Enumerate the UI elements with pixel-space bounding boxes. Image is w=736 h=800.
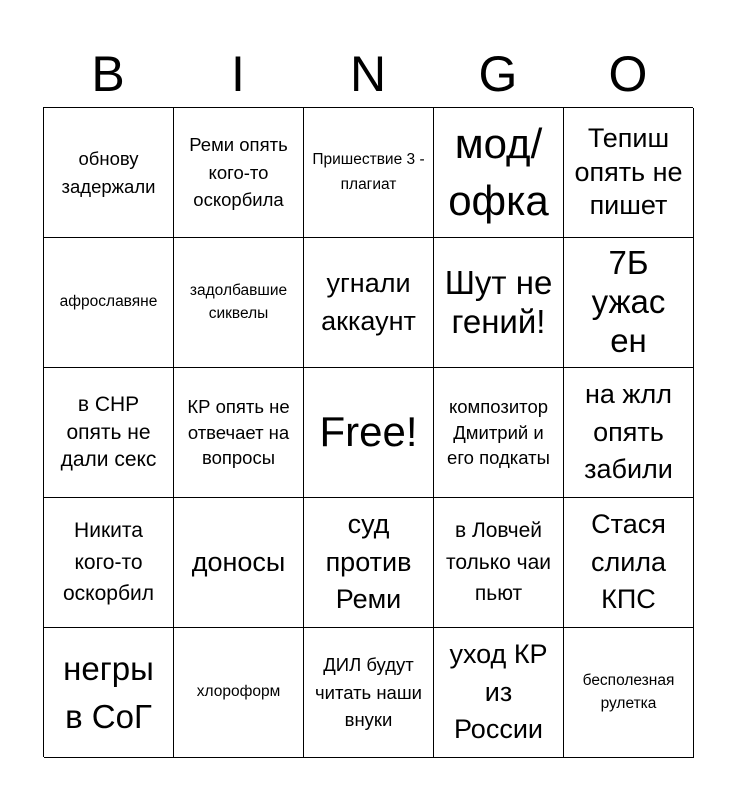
bingo-cell[interactable] <box>304 238 434 368</box>
bingo-cell[interactable] <box>44 368 174 498</box>
cell-text: 7Б ужасен <box>591 244 666 359</box>
cell-text: Шут не гений! <box>444 263 553 340</box>
cell-text: Реми опять кого-то оскорбила <box>189 133 288 211</box>
bingo-cell[interactable] <box>174 108 304 238</box>
cell-text: ДИЛ будут читать наши внуки <box>314 653 423 731</box>
cell-text: афрославяне <box>59 293 158 311</box>
cell-text: обнову задержали <box>61 147 156 197</box>
bingo-cell[interactable] <box>434 628 564 758</box>
cell-text: Пришествие 3 - плагиат <box>312 151 425 193</box>
cell-text: угнали аккаунт <box>321 267 416 336</box>
cell-text: Free! <box>319 408 418 456</box>
bingo-cell[interactable] <box>564 238 694 368</box>
cell-text: Тепиш опять не пишет <box>574 122 683 221</box>
cell-text: доносы <box>191 546 286 577</box>
cell-text: КР опять не отвечает на вопросы <box>187 395 290 469</box>
bingo-cell[interactable] <box>174 368 304 498</box>
cell-text: на жлл опять забили <box>584 378 673 485</box>
bingo-cell[interactable] <box>564 108 694 238</box>
cell-text: уход КР из России <box>449 638 548 745</box>
bingo-header <box>43 40 693 108</box>
cell-text: композитор Дмитрий и его подкаты <box>447 395 550 469</box>
bingo-cell[interactable] <box>304 368 434 498</box>
bingo-cell[interactable] <box>434 498 564 628</box>
bingo-cell[interactable] <box>434 108 564 238</box>
cell-text: в Ловчей только чаи пьют <box>445 519 552 606</box>
bingo-cell[interactable] <box>44 108 174 238</box>
bingo-cell[interactable] <box>304 498 434 628</box>
cell-text: в СНР опять не дали секс <box>60 392 157 472</box>
cell-text: негры в СоГ <box>63 649 154 735</box>
cell-text: мод/офка <box>448 119 549 224</box>
cell-text: бесполезная рулетка <box>582 672 675 712</box>
header-letter-n: N <box>349 46 387 102</box>
cell-text: Стася слила КПС <box>590 508 667 615</box>
cell-text: Никита кого-то оскорбил <box>63 519 154 606</box>
bingo-cell[interactable] <box>304 628 434 758</box>
cell-text: хлороформ <box>196 683 281 701</box>
bingo-cell[interactable] <box>564 368 694 498</box>
bingo-cell[interactable] <box>564 628 694 758</box>
header-letter-i: I <box>231 46 245 102</box>
cell-text: суд против Реми <box>325 508 412 615</box>
bingo-cell[interactable] <box>174 238 304 368</box>
header-letter-g: G <box>478 46 518 102</box>
header-letter-b: B <box>91 46 125 102</box>
bingo-cell[interactable] <box>174 498 304 628</box>
bingo-cell[interactable] <box>564 498 694 628</box>
bingo-cell[interactable] <box>304 108 434 238</box>
bingo-cell[interactable] <box>434 238 564 368</box>
header-letter-o: O <box>608 46 648 102</box>
bingo-grid <box>43 107 693 757</box>
bingo-cell[interactable] <box>44 498 174 628</box>
bingo-cell[interactable] <box>44 628 174 758</box>
cell-text: задолбавшие сиквелы <box>189 282 288 322</box>
bingo-cell[interactable] <box>174 628 304 758</box>
bingo-cell[interactable] <box>44 238 174 368</box>
bingo-cell[interactable] <box>434 368 564 498</box>
